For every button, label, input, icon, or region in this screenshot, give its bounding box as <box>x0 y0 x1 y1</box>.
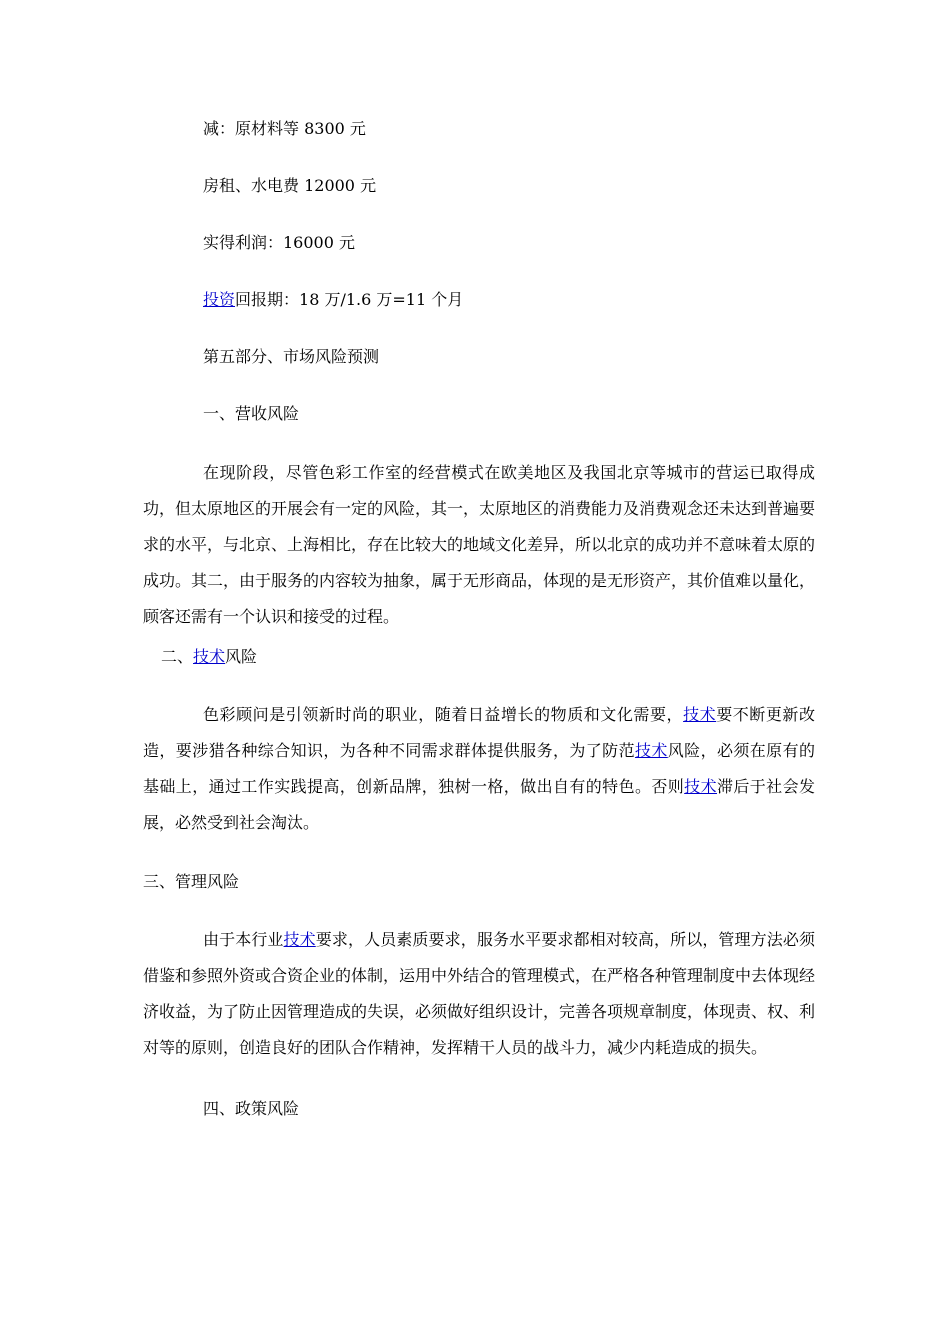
revenue-risk-paragraph: 在现阶段，尽管色彩工作室的经营模式在欧美地区及我国北京等城市的营运已取得成功，但太原地区的开展会有一定的风险，其一，太原地区的消费能力及消费观念还未达到普遍要求的水平，与北京、上海相比，存在比较大的地域文化差异，所以北京的成功并不意味着太原的成功。其二，由于服务的内容较为抽象，属于无形商品，体现的是无形资产，其价值难以量化，顾客还需有一个认识和接受的过程。 <box>143 463 816 626</box>
cost-materials-line: 减：原材料等 8300 元 <box>203 119 366 138</box>
management-risk-heading: 三、管理风险 <box>143 872 240 891</box>
policy-risk-heading: 四、政策风险 <box>203 1099 300 1118</box>
tech-risk-heading <box>161 646 257 668</box>
tech-risk-text-a: 色彩顾问是引领新时尚的职业，随着日益增长的物质和文化需要， <box>203 705 684 724</box>
management-risk-paragraph <box>143 922 815 1066</box>
tech-risk-heading-prefix: 二、 <box>161 647 194 666</box>
tech-risk-heading-suffix: 风险 <box>225 647 258 666</box>
revenue-risk-heading: 一、营收风险 <box>203 404 300 423</box>
investment-link[interactable]: 投资 <box>203 290 236 309</box>
payback-period-line <box>203 289 463 311</box>
tech-risk-paragraph <box>143 697 815 841</box>
payback-period-text: 回报期：18 万/1.6 万=11 个月 <box>235 290 464 309</box>
management-tech-link[interactable]: 技术 <box>283 930 316 949</box>
tech-link-3[interactable]: 技术 <box>684 777 717 796</box>
tech-risk-heading-link[interactable]: 技术 <box>193 647 226 666</box>
tech-link-1[interactable]: 技术 <box>683 705 717 724</box>
tech-risk-text-b: 要不断更新改造，要涉猎各种综合知识，为各种不同需求群体提供服务，为了防范 <box>143 705 815 760</box>
net-profit-line: 实得利润：16000 元 <box>203 233 355 252</box>
tech-risk-text-c: 风险，必须在原有的基础上，通过工作实践提高，创新品牌，独树一格，做出自有的特色。否则 <box>143 741 815 796</box>
management-risk-text-b: 要求，人员素质要求，服务水平要求都相对较高，所以，管理方法必须借鉴和参照外资或合资企业的体制，运用中外结合的管理模式，在严格各种管理制度中去体现经济收益，为了防止因管理造成的失误，必须做好组织设计，完善各项规章制度，体现责、权、利对等的原则，创造良好的团队合作精神，发挥精干人员的战斗力，减少内耗造成的损失。 <box>143 930 816 1057</box>
cost-rent-utilities-line: 房租、水电费 12000 元 <box>203 176 377 195</box>
management-risk-text-a: 由于本行业 <box>203 930 284 949</box>
tech-risk-text-d: 滞后于社会发展，必然受到社会淘汰。 <box>143 777 815 832</box>
tech-link-2[interactable]: 技术 <box>634 741 668 760</box>
part5-title: 第五部分、市场风险预测 <box>203 347 380 366</box>
